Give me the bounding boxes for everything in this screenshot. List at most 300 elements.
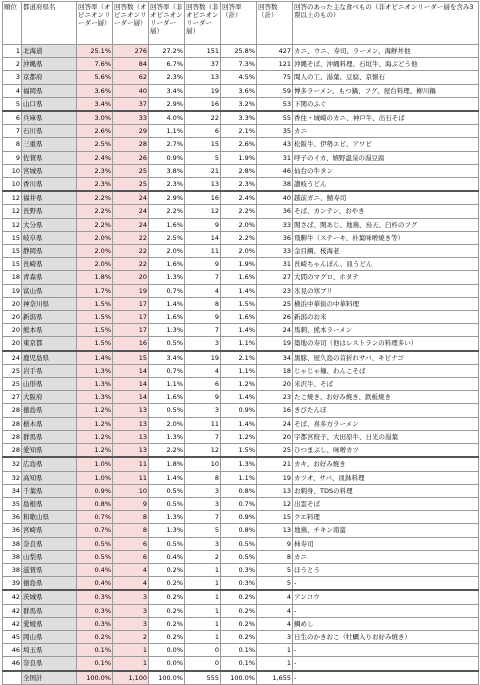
prefecture-cell: 大阪府 xyxy=(22,391,77,404)
count-non-cell: 22 xyxy=(185,111,221,125)
rate-total-cell: 0.2% xyxy=(221,604,257,617)
rank-cell: 12 xyxy=(3,191,22,205)
rank-cell: 25 xyxy=(3,378,22,391)
rate-total-cell: 25.8% xyxy=(221,45,257,58)
count-op-cell: 3 xyxy=(113,604,149,617)
table-row xyxy=(3,151,479,164)
prefecture-cell: 愛知県 xyxy=(22,444,77,458)
table-row xyxy=(3,178,479,192)
header-rank: 順位 xyxy=(3,2,22,45)
rate-op-cell: 1.7% xyxy=(77,284,113,297)
count-op-cell: 24 xyxy=(113,191,149,205)
count-non-cell: 151 xyxy=(185,45,221,58)
prefecture-cell: 北海道 xyxy=(22,45,77,58)
count-op-cell: 17 xyxy=(113,311,149,324)
rate-non-cell: 0.5% xyxy=(149,484,185,497)
table-row xyxy=(3,58,479,71)
count-total-cell: 43 xyxy=(257,138,293,151)
count-op-cell: 13 xyxy=(113,417,149,430)
foods-cell: 米沢牛、そば xyxy=(293,378,479,391)
rate-total-cell: 1.5% xyxy=(221,297,257,310)
table-row xyxy=(3,617,479,630)
foods-cell: 横浜中華街の中華料理 xyxy=(293,297,479,310)
prefecture-cell: 沖縄県 xyxy=(22,58,77,71)
rate-op-cell: 2.2% xyxy=(77,191,113,205)
count-total-cell: 23 xyxy=(257,391,293,404)
prefecture-cell: 神奈川県 xyxy=(22,297,77,310)
rate-total-cell: 0.8% xyxy=(221,524,257,537)
count-non-cell: 37 xyxy=(185,58,221,71)
prefecture-cell: 滋賀県 xyxy=(22,563,77,576)
rate-non-cell: 0.7% xyxy=(149,284,185,297)
rate-total-cell: 2.0% xyxy=(221,245,257,258)
table-row xyxy=(3,138,479,151)
count-total-cell: 1 xyxy=(257,657,293,671)
count-total-cell: 9 xyxy=(257,537,293,550)
prefecture-cell: 岐阜県 xyxy=(22,231,77,244)
rate-non-cell: 0.5% xyxy=(149,537,185,550)
count-op-cell: 276 xyxy=(113,45,149,58)
rate-op-cell: 0.3% xyxy=(77,590,113,604)
count-op-cell: 22 xyxy=(113,245,149,258)
rank-cell: 20 xyxy=(3,311,22,324)
prefecture-cell: 千葉県 xyxy=(22,484,77,497)
foods-cell: - xyxy=(293,657,479,671)
count-total-cell: 4 xyxy=(257,617,293,630)
foods-cell: ひつまぶし、味噌カツ xyxy=(293,444,479,458)
count-total-cell: 23 xyxy=(257,284,293,297)
rank-cell: 5 xyxy=(3,97,22,111)
count-op-cell: 13 xyxy=(113,430,149,443)
rate-total-cell: 0.2% xyxy=(221,590,257,604)
table-row xyxy=(3,71,479,84)
rank-cell: 15 xyxy=(3,258,22,271)
rank-cell: 18 xyxy=(3,271,22,284)
count-non-cell: 21 xyxy=(185,164,221,177)
prefecture-cell: 群馬県 xyxy=(22,430,77,443)
prefecture-cell: 宮城県 xyxy=(22,164,77,177)
rank-cell: 42 xyxy=(3,617,22,630)
rank-cell: 3 xyxy=(3,71,22,84)
foods-cell: 讃岐うどん xyxy=(293,178,479,192)
rate-op-cell: 0.1% xyxy=(77,644,113,657)
prefecture-cell: 三重県 xyxy=(22,138,77,151)
table-row xyxy=(3,45,479,58)
count-total-cell: 40 xyxy=(257,191,293,205)
rate-op-cell: 3.0% xyxy=(77,111,113,125)
rate-total-cell: 1.5% xyxy=(221,444,257,458)
count-op-cell: 11 xyxy=(113,457,149,471)
rate-op-cell: 3.6% xyxy=(77,84,113,97)
rate-total-cell: 0.1% xyxy=(221,657,257,671)
count-non-cell: 1 xyxy=(185,577,221,591)
rank-cell: 10 xyxy=(3,164,22,177)
count-non-cell: 1 xyxy=(185,563,221,576)
count-op-cell: 9 xyxy=(113,497,149,510)
rank-cell: 42 xyxy=(3,604,22,617)
count-total-cell: 59 xyxy=(257,84,293,97)
rate-total-cell: 7.3% xyxy=(221,58,257,71)
table-body xyxy=(3,45,479,671)
table-row xyxy=(3,297,479,310)
rate-total-cell: 0.9% xyxy=(221,404,257,417)
rate-total-cell: 2.1% xyxy=(221,351,257,365)
foods-cell: 松阪牛、伊勢エビ、アワビ xyxy=(293,138,479,151)
count-op-cell: 2 xyxy=(113,630,149,643)
rate-op-cell: 1.3% xyxy=(77,391,113,404)
rank-cell: 4 xyxy=(3,84,22,97)
count-op-cell: 22 xyxy=(113,231,149,244)
foods-cell: アンコウ xyxy=(293,590,479,604)
foods-cell: そば、カンテン、おやき xyxy=(293,205,479,218)
rate-total-cell: 0.3% xyxy=(221,577,257,591)
count-non-cell: 1 xyxy=(185,604,221,617)
count-non-cell: 6 xyxy=(185,125,221,138)
rate-total-cell: 1.9% xyxy=(221,151,257,164)
prefecture-food-table xyxy=(2,1,479,685)
count-total-cell: 12 xyxy=(257,497,293,510)
prefecture-cell: 福井県 xyxy=(22,191,77,205)
foods-cell: 新潟のお米 xyxy=(293,311,479,324)
count-op-cell: 1 xyxy=(113,644,149,657)
rate-non-cell: 2.5% xyxy=(149,231,185,244)
count-op-cell: 26 xyxy=(113,151,149,164)
prefecture-cell: 高知県 xyxy=(22,471,77,484)
rate-op-cell: 0.3% xyxy=(77,604,113,617)
foods-cell: 下関のふぐ xyxy=(293,97,479,111)
count-total-cell: 15 xyxy=(257,511,293,524)
rank-cell: 34 xyxy=(3,484,22,497)
count-op-cell: 1 xyxy=(113,657,149,671)
count-total-cell: 3 xyxy=(257,630,293,643)
count-non-cell: 3 xyxy=(185,404,221,417)
rate-non-cell: 3.4% xyxy=(149,84,185,97)
count-non-cell: 12 xyxy=(185,205,221,218)
count-non-cell: 7 xyxy=(185,271,221,284)
rate-total-cell: 1.6% xyxy=(221,311,257,324)
rate-op-cell: 0.7% xyxy=(77,511,113,524)
count-total-cell: 26 xyxy=(257,311,293,324)
table-row xyxy=(3,245,479,258)
count-total-cell: 46 xyxy=(257,164,293,177)
table-row xyxy=(3,563,479,576)
count-total-cell: 4 xyxy=(257,604,293,617)
count-total-cell: 33 xyxy=(257,245,293,258)
count-op-cell: 8 xyxy=(113,524,149,537)
table-row xyxy=(3,164,479,177)
total-count-non: 555 xyxy=(185,671,221,685)
count-op-cell: 62 xyxy=(113,71,149,84)
count-non-cell: 11 xyxy=(185,417,221,430)
prefecture-cell: 東京都 xyxy=(22,337,77,351)
total-label: 全国計 xyxy=(22,671,77,685)
foods-cell: そば、喜多方ラーメン xyxy=(293,417,479,430)
rate-non-cell: 4.0% xyxy=(149,111,185,125)
rank-cell: 45 xyxy=(3,630,22,643)
table-row xyxy=(3,218,479,231)
rate-total-cell: 2.4% xyxy=(221,191,257,205)
count-non-cell: 15 xyxy=(185,138,221,151)
count-op-cell: 25 xyxy=(113,164,149,177)
count-op-cell: 6 xyxy=(113,550,149,563)
count-non-cell: 3 xyxy=(185,337,221,351)
count-op-cell: 4 xyxy=(113,577,149,591)
rank-cell: 24 xyxy=(3,351,22,365)
count-op-cell: 19 xyxy=(113,284,149,297)
count-op-cell: 4 xyxy=(113,563,149,576)
count-total-cell: 19 xyxy=(257,471,293,484)
rate-non-cell: 0.5% xyxy=(149,497,185,510)
foods-cell: クエ料理 xyxy=(293,511,479,524)
count-non-cell: 16 xyxy=(185,97,221,111)
rate-op-cell: 2.5% xyxy=(77,138,113,151)
table-row xyxy=(3,644,479,657)
foods-cell: 地鶏、チキン南蛮 xyxy=(293,524,479,537)
rate-non-cell: 2.0% xyxy=(149,417,185,430)
rate-total-cell: 0.9% xyxy=(221,511,257,524)
prefecture-cell: 静岡県 xyxy=(22,245,77,258)
rate-non-cell: 1.3% xyxy=(149,271,185,284)
rate-total-cell: 1.2% xyxy=(221,430,257,443)
rank-cell: 46 xyxy=(3,657,22,671)
foods-cell: 関さば、関あじ、地鶏、鳥天、臼杵のフグ xyxy=(293,218,479,231)
rate-op-cell: 2.6% xyxy=(77,125,113,138)
foods-cell: 飛騨牛（ステーキ、朴葉味噌焼き等） xyxy=(293,231,479,244)
foods-cell: 博多ラーメン、もつ鍋、フグ、屋台料理、柳川鍋 xyxy=(293,84,479,97)
prefecture-cell: 山梨県 xyxy=(22,550,77,563)
table-row xyxy=(3,191,479,205)
rank-cell: 28 xyxy=(3,404,22,417)
rate-non-cell: 1.3% xyxy=(149,324,185,337)
rank-cell: 12 xyxy=(3,218,22,231)
table-row xyxy=(3,604,479,617)
count-total-cell: 19 xyxy=(257,337,293,351)
prefecture-cell: 長野県 xyxy=(22,205,77,218)
count-op-cell: 3 xyxy=(113,590,149,604)
rate-op-cell: 2.2% xyxy=(77,205,113,218)
rate-non-cell: 1.6% xyxy=(149,258,185,271)
prefecture-cell: 山口県 xyxy=(22,97,77,111)
count-non-cell: 9 xyxy=(185,258,221,271)
table-row xyxy=(3,111,479,125)
count-op-cell: 6 xyxy=(113,537,149,550)
rate-op-cell: 2.0% xyxy=(77,245,113,258)
rate-total-cell: 3.2% xyxy=(221,97,257,111)
table-row xyxy=(3,364,479,377)
count-op-cell: 20 xyxy=(113,271,149,284)
foods-cell: 香住・城崎のカニ、神戸牛、出石そば xyxy=(293,111,479,125)
rate-non-cell: 0.4% xyxy=(149,550,185,563)
table-row xyxy=(3,630,479,643)
rate-total-cell: 1.1% xyxy=(221,471,257,484)
prefecture-cell: 福岡県 xyxy=(22,84,77,97)
rate-non-cell: 0.5% xyxy=(149,404,185,417)
foods-cell: - xyxy=(293,604,479,617)
table-row xyxy=(3,550,479,563)
count-non-cell: 9 xyxy=(185,218,221,231)
count-total-cell: 1 xyxy=(257,644,293,657)
count-total-cell: 121 xyxy=(257,58,293,71)
rate-total-cell: 1.1% xyxy=(221,337,257,351)
foods-cell: - xyxy=(293,644,479,657)
count-non-cell: 1 xyxy=(185,617,221,630)
rate-total-cell: 0.1% xyxy=(221,644,257,657)
rate-non-cell: 0.2% xyxy=(149,590,185,604)
prefecture-cell: 和歌山県 xyxy=(22,511,77,524)
rate-non-cell: 1.4% xyxy=(149,297,185,310)
rate-total-cell: 3.6% xyxy=(221,84,257,97)
rate-non-cell: 2.3% xyxy=(149,178,185,192)
rate-non-cell: 0.0% xyxy=(149,644,185,657)
table-row xyxy=(3,258,479,271)
rate-total-cell: 0.2% xyxy=(221,630,257,643)
rate-total-cell: 2.8% xyxy=(221,164,257,177)
rate-non-cell: 2.7% xyxy=(149,138,185,151)
rank-cell: 42 xyxy=(3,590,22,604)
rate-op-cell: 2.0% xyxy=(77,231,113,244)
prefecture-cell: 茨城県 xyxy=(22,590,77,604)
prefecture-cell: 鹿児島県 xyxy=(22,351,77,365)
count-total-cell: 427 xyxy=(257,45,293,58)
table-row xyxy=(3,590,479,604)
count-op-cell: 11 xyxy=(113,471,149,484)
rate-op-cell: 0.5% xyxy=(77,550,113,563)
rate-total-cell: 0.8% xyxy=(221,484,257,497)
foods-cell: 長崎ちゃんぽん、皿うどん xyxy=(293,258,479,271)
table-row xyxy=(3,471,479,484)
foods-cell: カニ xyxy=(293,550,479,563)
table-row xyxy=(3,205,479,218)
rank-cell: 35 xyxy=(3,497,22,510)
count-op-cell: 3 xyxy=(113,617,149,630)
count-op-cell: 17 xyxy=(113,297,149,310)
table-row xyxy=(3,417,479,430)
count-total-cell: 20 xyxy=(257,378,293,391)
total-count-total: 1,655 xyxy=(257,671,293,685)
rate-non-cell: 1.8% xyxy=(149,457,185,471)
rate-op-cell: 0.4% xyxy=(77,563,113,576)
rank-cell: 36 xyxy=(3,524,22,537)
total-rate-total: 100.0% xyxy=(221,671,257,685)
rank-cell: 19 xyxy=(3,284,22,297)
rate-op-cell: 0.7% xyxy=(77,524,113,537)
header-rate-op: 回答率（オピニオンリーダー層） xyxy=(77,2,113,45)
rank-cell: 27 xyxy=(3,391,22,404)
table-row xyxy=(3,484,479,497)
prefecture-cell: 奈良県 xyxy=(22,657,77,671)
prefecture-cell: 佐賀県 xyxy=(22,151,77,164)
rate-op-cell: 0.2% xyxy=(77,630,113,643)
rate-total-cell: 2.3% xyxy=(221,178,257,192)
table-row xyxy=(3,430,479,443)
foods-cell: 大間のマグロ、ホタテ xyxy=(293,271,479,284)
rank-cell: 10 xyxy=(3,178,22,192)
foods-cell: きびたんぼ xyxy=(293,404,479,417)
count-non-cell: 13 xyxy=(185,178,221,192)
count-non-cell: 19 xyxy=(185,84,221,97)
table-row xyxy=(3,577,479,591)
rate-total-cell: 2.0% xyxy=(221,218,257,231)
rate-non-cell: 0.0% xyxy=(149,657,185,671)
rate-non-cell: 1.4% xyxy=(149,471,185,484)
rate-non-cell: 1.3% xyxy=(149,430,185,443)
rate-op-cell: 2.3% xyxy=(77,178,113,192)
rate-total-cell: 2.2% xyxy=(221,205,257,218)
rate-non-cell: 1.3% xyxy=(149,524,185,537)
rate-op-cell: 2.0% xyxy=(77,258,113,271)
rate-total-cell: 1.3% xyxy=(221,457,257,471)
rate-op-cell: 5.6% xyxy=(77,71,113,84)
prefecture-cell: 青森県 xyxy=(22,271,77,284)
rank-cell: 20 xyxy=(3,337,22,351)
rate-non-cell: 1.1% xyxy=(149,125,185,138)
rate-total-cell: 2.2% xyxy=(221,231,257,244)
foods-cell: 聞人の工、湯葉、豆腐、京懐石 xyxy=(293,71,479,84)
table-row xyxy=(3,511,479,524)
rank-cell: 28 xyxy=(3,444,22,458)
prefecture-cell: 富山県 xyxy=(22,284,77,297)
rate-total-cell: 1.1% xyxy=(221,364,257,377)
count-total-cell: 31 xyxy=(257,258,293,271)
count-non-cell: 16 xyxy=(185,191,221,205)
foods-cell: カキ、お好み焼き xyxy=(293,457,479,471)
count-total-cell: 33 xyxy=(257,218,293,231)
count-op-cell: 84 xyxy=(113,58,149,71)
rank-cell: 15 xyxy=(3,231,22,244)
count-op-cell: 14 xyxy=(113,391,149,404)
rank-cell: 25 xyxy=(3,364,22,377)
count-total-cell: 4 xyxy=(257,590,293,604)
rate-op-cell: 1.2% xyxy=(77,430,113,443)
count-total-cell: 8 xyxy=(257,550,293,563)
count-total-cell: 5 xyxy=(257,577,293,591)
foods-cell: 黒豚、屋久島の首折れサバ、キビナゴ xyxy=(293,351,479,365)
rate-non-cell: 2.9% xyxy=(149,97,185,111)
rank-cell: 32 xyxy=(3,471,22,484)
count-non-cell: 2 xyxy=(185,550,221,563)
header-row xyxy=(3,2,479,45)
rate-total-cell: 1.2% xyxy=(221,378,257,391)
rank-cell: 46 xyxy=(3,644,22,657)
table-row xyxy=(3,125,479,138)
count-total-cell: 25 xyxy=(257,444,293,458)
header-count-total: 回答数（計） xyxy=(257,2,293,45)
rate-op-cell: 0.9% xyxy=(77,484,113,497)
prefecture-cell: 群馬県 xyxy=(22,604,77,617)
foods-cell: 築地の寿司（他はレストランの料理多い） xyxy=(293,337,479,351)
rate-non-cell: 0.2% xyxy=(149,617,185,630)
rate-op-cell: 1.3% xyxy=(77,378,113,391)
count-op-cell: 29 xyxy=(113,125,149,138)
rate-non-cell: 0.7% xyxy=(149,364,185,377)
rate-non-cell: 2.0% xyxy=(149,245,185,258)
rate-total-cell: 1.6% xyxy=(221,271,257,284)
count-total-cell: 38 xyxy=(257,178,293,192)
rate-total-cell: 1.4% xyxy=(221,391,257,404)
count-op-cell: 13 xyxy=(113,444,149,458)
count-non-cell: 7 xyxy=(185,430,221,443)
prefecture-cell: 埼玉県 xyxy=(22,644,77,657)
rate-non-cell: 0.5% xyxy=(149,337,185,351)
count-non-cell: 3 xyxy=(185,497,221,510)
foods-cell: たこ焼き、お好み焼き、鉄板焼き xyxy=(293,391,479,404)
rate-total-cell: 1.4% xyxy=(221,417,257,430)
count-op-cell: 28 xyxy=(113,138,149,151)
count-total-cell: 35 xyxy=(257,125,293,138)
prefecture-cell: 山形県 xyxy=(22,378,77,391)
rate-total-cell: 4.5% xyxy=(221,71,257,84)
rate-op-cell: 0.3% xyxy=(77,617,113,630)
